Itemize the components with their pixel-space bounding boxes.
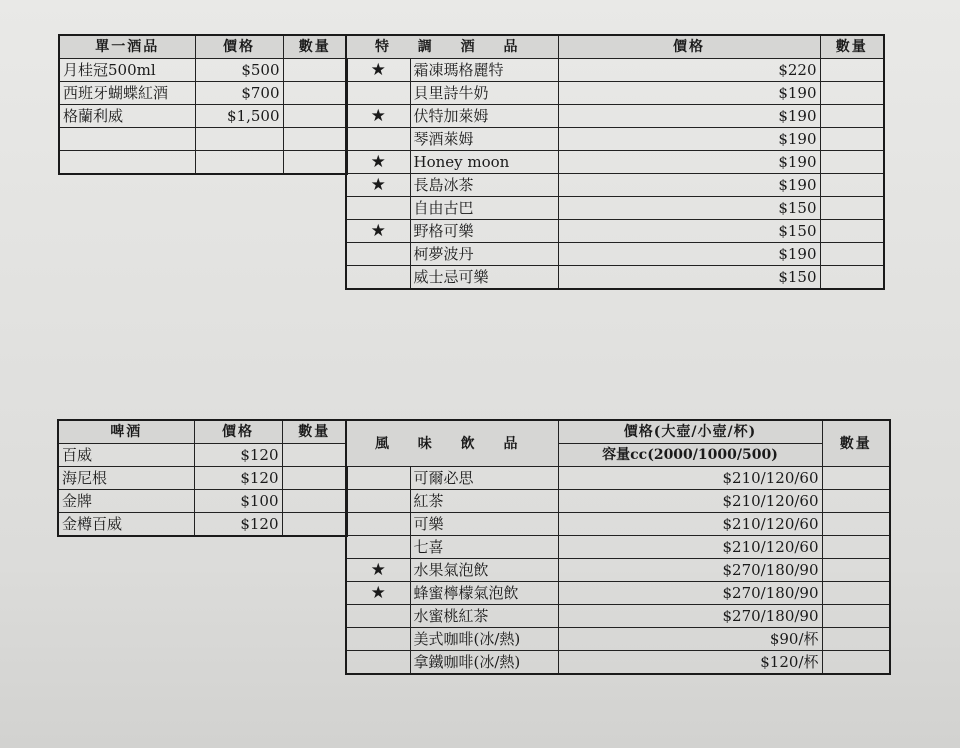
- item-name: 貝里詩牛奶: [410, 82, 558, 105]
- table-row: [59, 151, 347, 175]
- item-name: Honey moon: [410, 151, 558, 174]
- table-row: [346, 582, 890, 605]
- drinks-header-row: [346, 420, 890, 444]
- table-row: [58, 490, 347, 513]
- table-row: [59, 105, 347, 128]
- star-icon: ★: [346, 105, 410, 128]
- quantity-cell[interactable]: [822, 536, 890, 559]
- item-price: $500: [195, 59, 283, 82]
- table-row: [346, 266, 884, 290]
- table-row: [59, 128, 347, 151]
- item-price: $190: [558, 174, 820, 197]
- table-row: [58, 467, 347, 490]
- item-price: $220: [558, 59, 820, 82]
- star-icon: ★: [346, 559, 410, 582]
- item-name: [59, 151, 195, 175]
- item-name: 霜凍瑪格麗特: [410, 59, 558, 82]
- cocktails-header-qty: 數量: [820, 35, 884, 59]
- quantity-cell[interactable]: [822, 628, 890, 651]
- table-row: [346, 559, 890, 582]
- quantity-cell[interactable]: [822, 513, 890, 536]
- star-icon: [346, 490, 410, 513]
- item-price: $120: [194, 513, 282, 537]
- quantity-cell[interactable]: [822, 490, 890, 513]
- star-icon: [346, 628, 410, 651]
- quantity-cell[interactable]: [820, 243, 884, 266]
- quantity-cell[interactable]: [820, 151, 884, 174]
- item-price: [195, 128, 283, 151]
- quantity-cell[interactable]: [282, 467, 347, 490]
- quantity-cell[interactable]: [282, 490, 347, 513]
- table-row: [346, 628, 890, 651]
- item-name: 可爾必思: [410, 467, 558, 490]
- item-price: $1,500: [195, 105, 283, 128]
- item-name: 琴酒萊姆: [410, 128, 558, 151]
- star-icon: [346, 605, 410, 628]
- drinks-table: [345, 419, 891, 675]
- table-row: [58, 444, 347, 467]
- item-price: $270/180/90: [558, 605, 822, 628]
- quantity-cell[interactable]: [283, 128, 347, 151]
- table-row: [59, 82, 347, 105]
- table-row: [346, 605, 890, 628]
- star-icon: [346, 128, 410, 151]
- table-row: [346, 197, 884, 220]
- quantity-cell[interactable]: [283, 151, 347, 175]
- quantity-cell[interactable]: [282, 444, 347, 467]
- table-row: [346, 651, 890, 675]
- spirits-header-row: [59, 35, 347, 59]
- table-row: [346, 174, 884, 197]
- item-price: $270/180/90: [558, 582, 822, 605]
- star-icon: ★: [346, 220, 410, 243]
- item-price: $150: [558, 266, 820, 290]
- quantity-cell[interactable]: [820, 59, 884, 82]
- star-icon: [346, 82, 410, 105]
- item-price: $120: [194, 444, 282, 467]
- item-name: 美式咖啡(冰/熱): [410, 628, 558, 651]
- item-name: 柯夢波丹: [410, 243, 558, 266]
- star-icon: [346, 467, 410, 490]
- item-name: 百威: [58, 444, 194, 467]
- spirits-header-name: 單一酒品: [59, 35, 195, 59]
- item-name: 七喜: [410, 536, 558, 559]
- item-name: 水果氣泡飲: [410, 559, 558, 582]
- star-icon: [346, 266, 410, 290]
- star-icon: [346, 536, 410, 559]
- item-name: 金牌: [58, 490, 194, 513]
- item-price: $100: [194, 490, 282, 513]
- item-price: $190: [558, 128, 820, 151]
- item-price: $190: [558, 82, 820, 105]
- star-icon: ★: [346, 151, 410, 174]
- cocktails-header-name: 特 調 酒 品: [346, 35, 558, 59]
- item-price: [195, 151, 283, 175]
- item-name: 野格可樂: [410, 220, 558, 243]
- quantity-cell[interactable]: [822, 467, 890, 490]
- item-price: $210/120/60: [558, 490, 822, 513]
- beer-header-price: 價格: [194, 420, 282, 444]
- item-price: $150: [558, 197, 820, 220]
- item-price: $210/120/60: [558, 536, 822, 559]
- item-name: 西班牙蝴蝶紅酒: [59, 82, 195, 105]
- drinks-header-qty: 數量: [822, 420, 890, 467]
- cocktails-header-row: [346, 35, 884, 59]
- table-row: [346, 513, 890, 536]
- quantity-cell[interactable]: [283, 105, 347, 128]
- star-icon: [346, 243, 410, 266]
- quantity-cell[interactable]: [820, 82, 884, 105]
- item-name: 拿鐵咖啡(冰/熱): [410, 651, 558, 675]
- table-row: [346, 105, 884, 128]
- star-icon: [346, 197, 410, 220]
- star-icon: [346, 651, 410, 675]
- item-name: 伏特加萊姆: [410, 105, 558, 128]
- quantity-cell[interactable]: [822, 582, 890, 605]
- quantity-cell[interactable]: [822, 559, 890, 582]
- star-icon: ★: [346, 174, 410, 197]
- beer-header-row: [58, 420, 347, 444]
- item-price: $120/杯: [558, 651, 822, 675]
- table-row: [346, 151, 884, 174]
- item-price: $210/120/60: [558, 467, 822, 490]
- quantity-cell[interactable]: [820, 266, 884, 290]
- item-price: $150: [558, 220, 820, 243]
- cocktails-table: [345, 34, 885, 290]
- quantity-cell[interactable]: [820, 174, 884, 197]
- beer-header-name: 啤酒: [58, 420, 194, 444]
- item-price: $90/杯: [558, 628, 822, 651]
- quantity-cell[interactable]: [820, 197, 884, 220]
- quantity-cell[interactable]: [820, 105, 884, 128]
- table-row: [346, 467, 890, 490]
- spirits-header-price: 價格: [195, 35, 283, 59]
- quantity-cell[interactable]: [822, 651, 890, 675]
- table-row: [346, 220, 884, 243]
- table-row: [346, 490, 890, 513]
- star-icon: ★: [346, 582, 410, 605]
- table-row: [346, 59, 884, 82]
- table-row: [346, 82, 884, 105]
- table-row: [59, 59, 347, 82]
- item-price: $270/180/90: [558, 559, 822, 582]
- star-icon: ★: [346, 59, 410, 82]
- item-name: 威士忌可樂: [410, 266, 558, 290]
- star-icon: [346, 513, 410, 536]
- spirits-header-qty: 數量: [283, 35, 347, 59]
- beer-table: [57, 419, 348, 537]
- quantity-cell[interactable]: [820, 128, 884, 151]
- item-name: 海尼根: [58, 467, 194, 490]
- table-row: [58, 513, 347, 537]
- drinks-header-price: 價格(大壺/小壺/杯): [558, 420, 822, 444]
- item-name: 月桂冠500ml: [59, 59, 195, 82]
- item-price: $190: [558, 151, 820, 174]
- item-name: 長島冰茶: [410, 174, 558, 197]
- drinks-header-capacity: 容量cc(2000/1000/500): [558, 444, 822, 467]
- item-price: $190: [558, 243, 820, 266]
- item-name: 金樽百威: [58, 513, 194, 537]
- item-name: 蜂蜜檸檬氣泡飲: [410, 582, 558, 605]
- item-price: $120: [194, 467, 282, 490]
- item-price: $210/120/60: [558, 513, 822, 536]
- table-row: [346, 128, 884, 151]
- quantity-cell[interactable]: [820, 220, 884, 243]
- quantity-cell[interactable]: [283, 82, 347, 105]
- quantity-cell[interactable]: [283, 59, 347, 82]
- table-row: [346, 536, 890, 559]
- quantity-cell[interactable]: [282, 513, 347, 537]
- table-row: [346, 243, 884, 266]
- item-name: 自由古巴: [410, 197, 558, 220]
- quantity-cell[interactable]: [822, 605, 890, 628]
- item-name: 水蜜桃紅茶: [410, 605, 558, 628]
- item-name: 格蘭利威: [59, 105, 195, 128]
- item-price: $190: [558, 105, 820, 128]
- cocktails-header-price: 價格: [558, 35, 820, 59]
- drinks-header-name: 風 味 飲 品: [346, 420, 558, 467]
- beer-header-qty: 數量: [282, 420, 347, 444]
- item-name: 紅茶: [410, 490, 558, 513]
- item-name: 可樂: [410, 513, 558, 536]
- spirits-table: [58, 34, 348, 175]
- item-price: $700: [195, 82, 283, 105]
- item-name: [59, 128, 195, 151]
